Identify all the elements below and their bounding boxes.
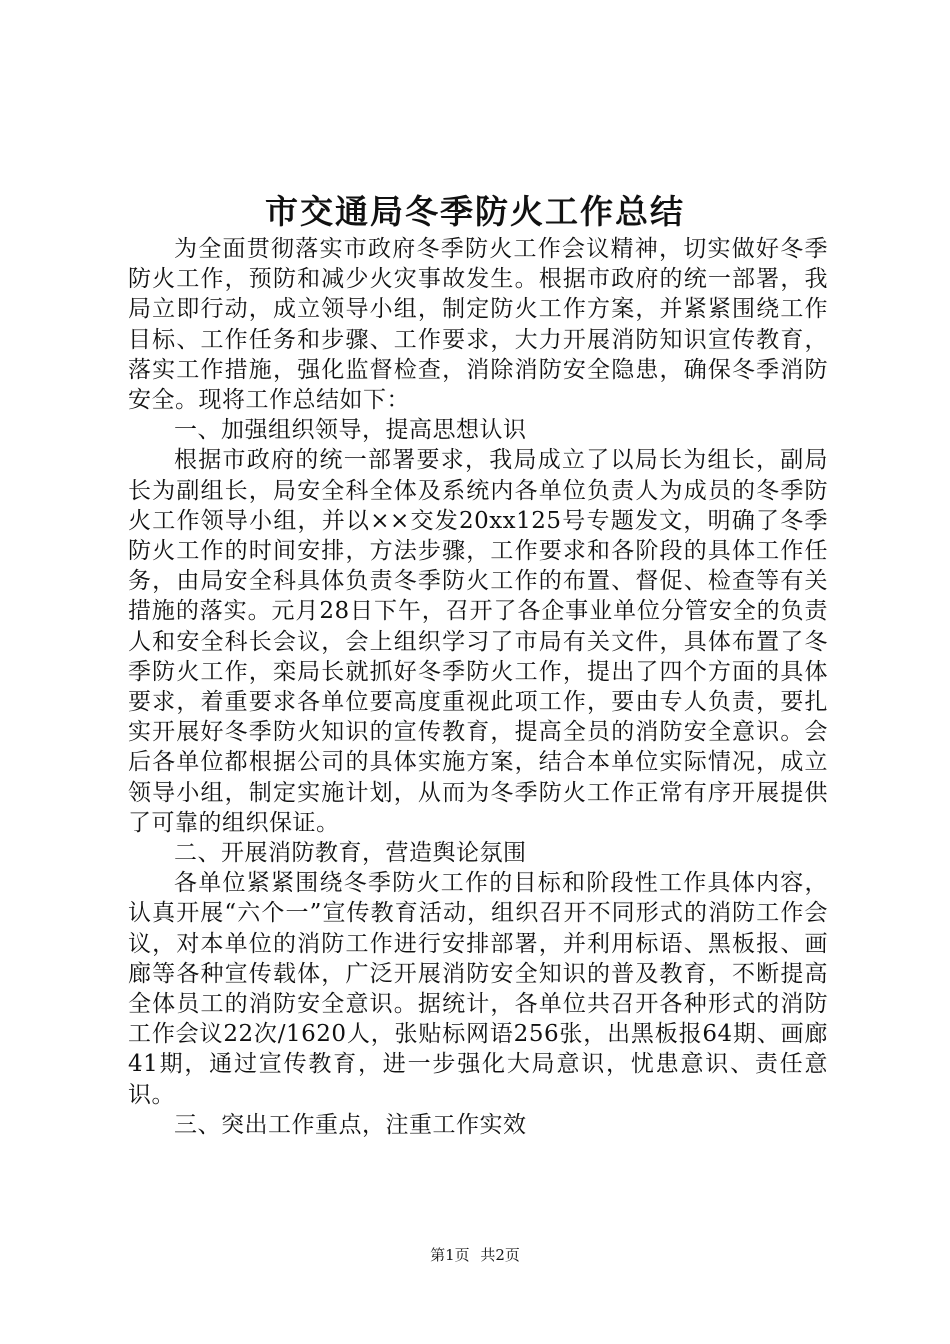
document-title: 市交通局冬季防火工作总结 <box>265 192 685 231</box>
paragraph-intro: 为全面贯彻落实市政府冬季防火工作会议精神，切实做好冬季防火工作，预防和减少火灾事故发生。根据市政府的统一部署，我局立即行动，成立领导小组，制定防火工作方案，并紧紧围绕工作目标、工作任务和步骤、工作要求，大力开展消防知识宣传教育，落实工作措施，强化监督检查，消除消防安全隐患，确保冬季消防安全。现将工作总结如下： <box>128 236 828 414</box>
section-heading-1: 一、加强组织领导，提高思想认识 <box>174 417 527 444</box>
page-footer <box>0 1244 950 1265</box>
paragraph-section-1: 根据市政府的统一部署要求，我局成立了以局长为组长，副局长为副组长，局安全科全体及系统内各单位负责人为成员的冬季防火工作领导小组，并以××交发20xx125号专题发文，明确了冬季防火工作的时间安排，方法步骤，工作要求和各阶段的具体工作任务，由局安全科具体负责冬季防火工作的布置、督促、检查等有关措施的落实。元月28日下午，召开了各企事业单位分管安全的负责人和安全科长会议，会上组织学习了市局有关文件，具体布置了冬季防火工作，栾局长就抓好冬季防火工作，提出了四个方面的具体要求，着重要求各单位要高度重视此项工作，要由专人负责，要扎实开展好冬季防火知识的宣传教育，提高全员的消防安全意识。会后各单位都根据公司的具体实施方案，结合本单位实际情况，成立领导小组，制定实施计划，从而为冬季防火工作正常有序开展提供了可靠的组织保证。 <box>128 447 828 836</box>
page-total: 共2页 <box>480 1246 520 1264</box>
section-heading-2: 二、开展消防教育，营造舆论氛围 <box>174 840 527 867</box>
page-number: 第1页 <box>430 1246 470 1264</box>
section-heading-3: 三、突出工作重点，注重工作实效 <box>174 1111 527 1138</box>
document-body <box>128 234 828 1140</box>
paragraph-section-2: 各单位紧紧围绕冬季防火工作的目标和阶段性工作具体内容，认真开展“六个一”宣传教育活动，组织召开不同形式的消防工作会议，对本单位的消防工作进行安排部署，并利用标语、黑板报、画廊等各种宣传载体，广泛开展消防安全知识的普及教育，不断提高全体员工的消防安全意识。据统计，各单位共召开各种形式的消防工作会议22次/1620人，张贴标网语256张，出黑板报64期、画廊41期，通过宣传教育，进一步强化大局意识，忧患意识、责任意识。 <box>128 870 828 1108</box>
